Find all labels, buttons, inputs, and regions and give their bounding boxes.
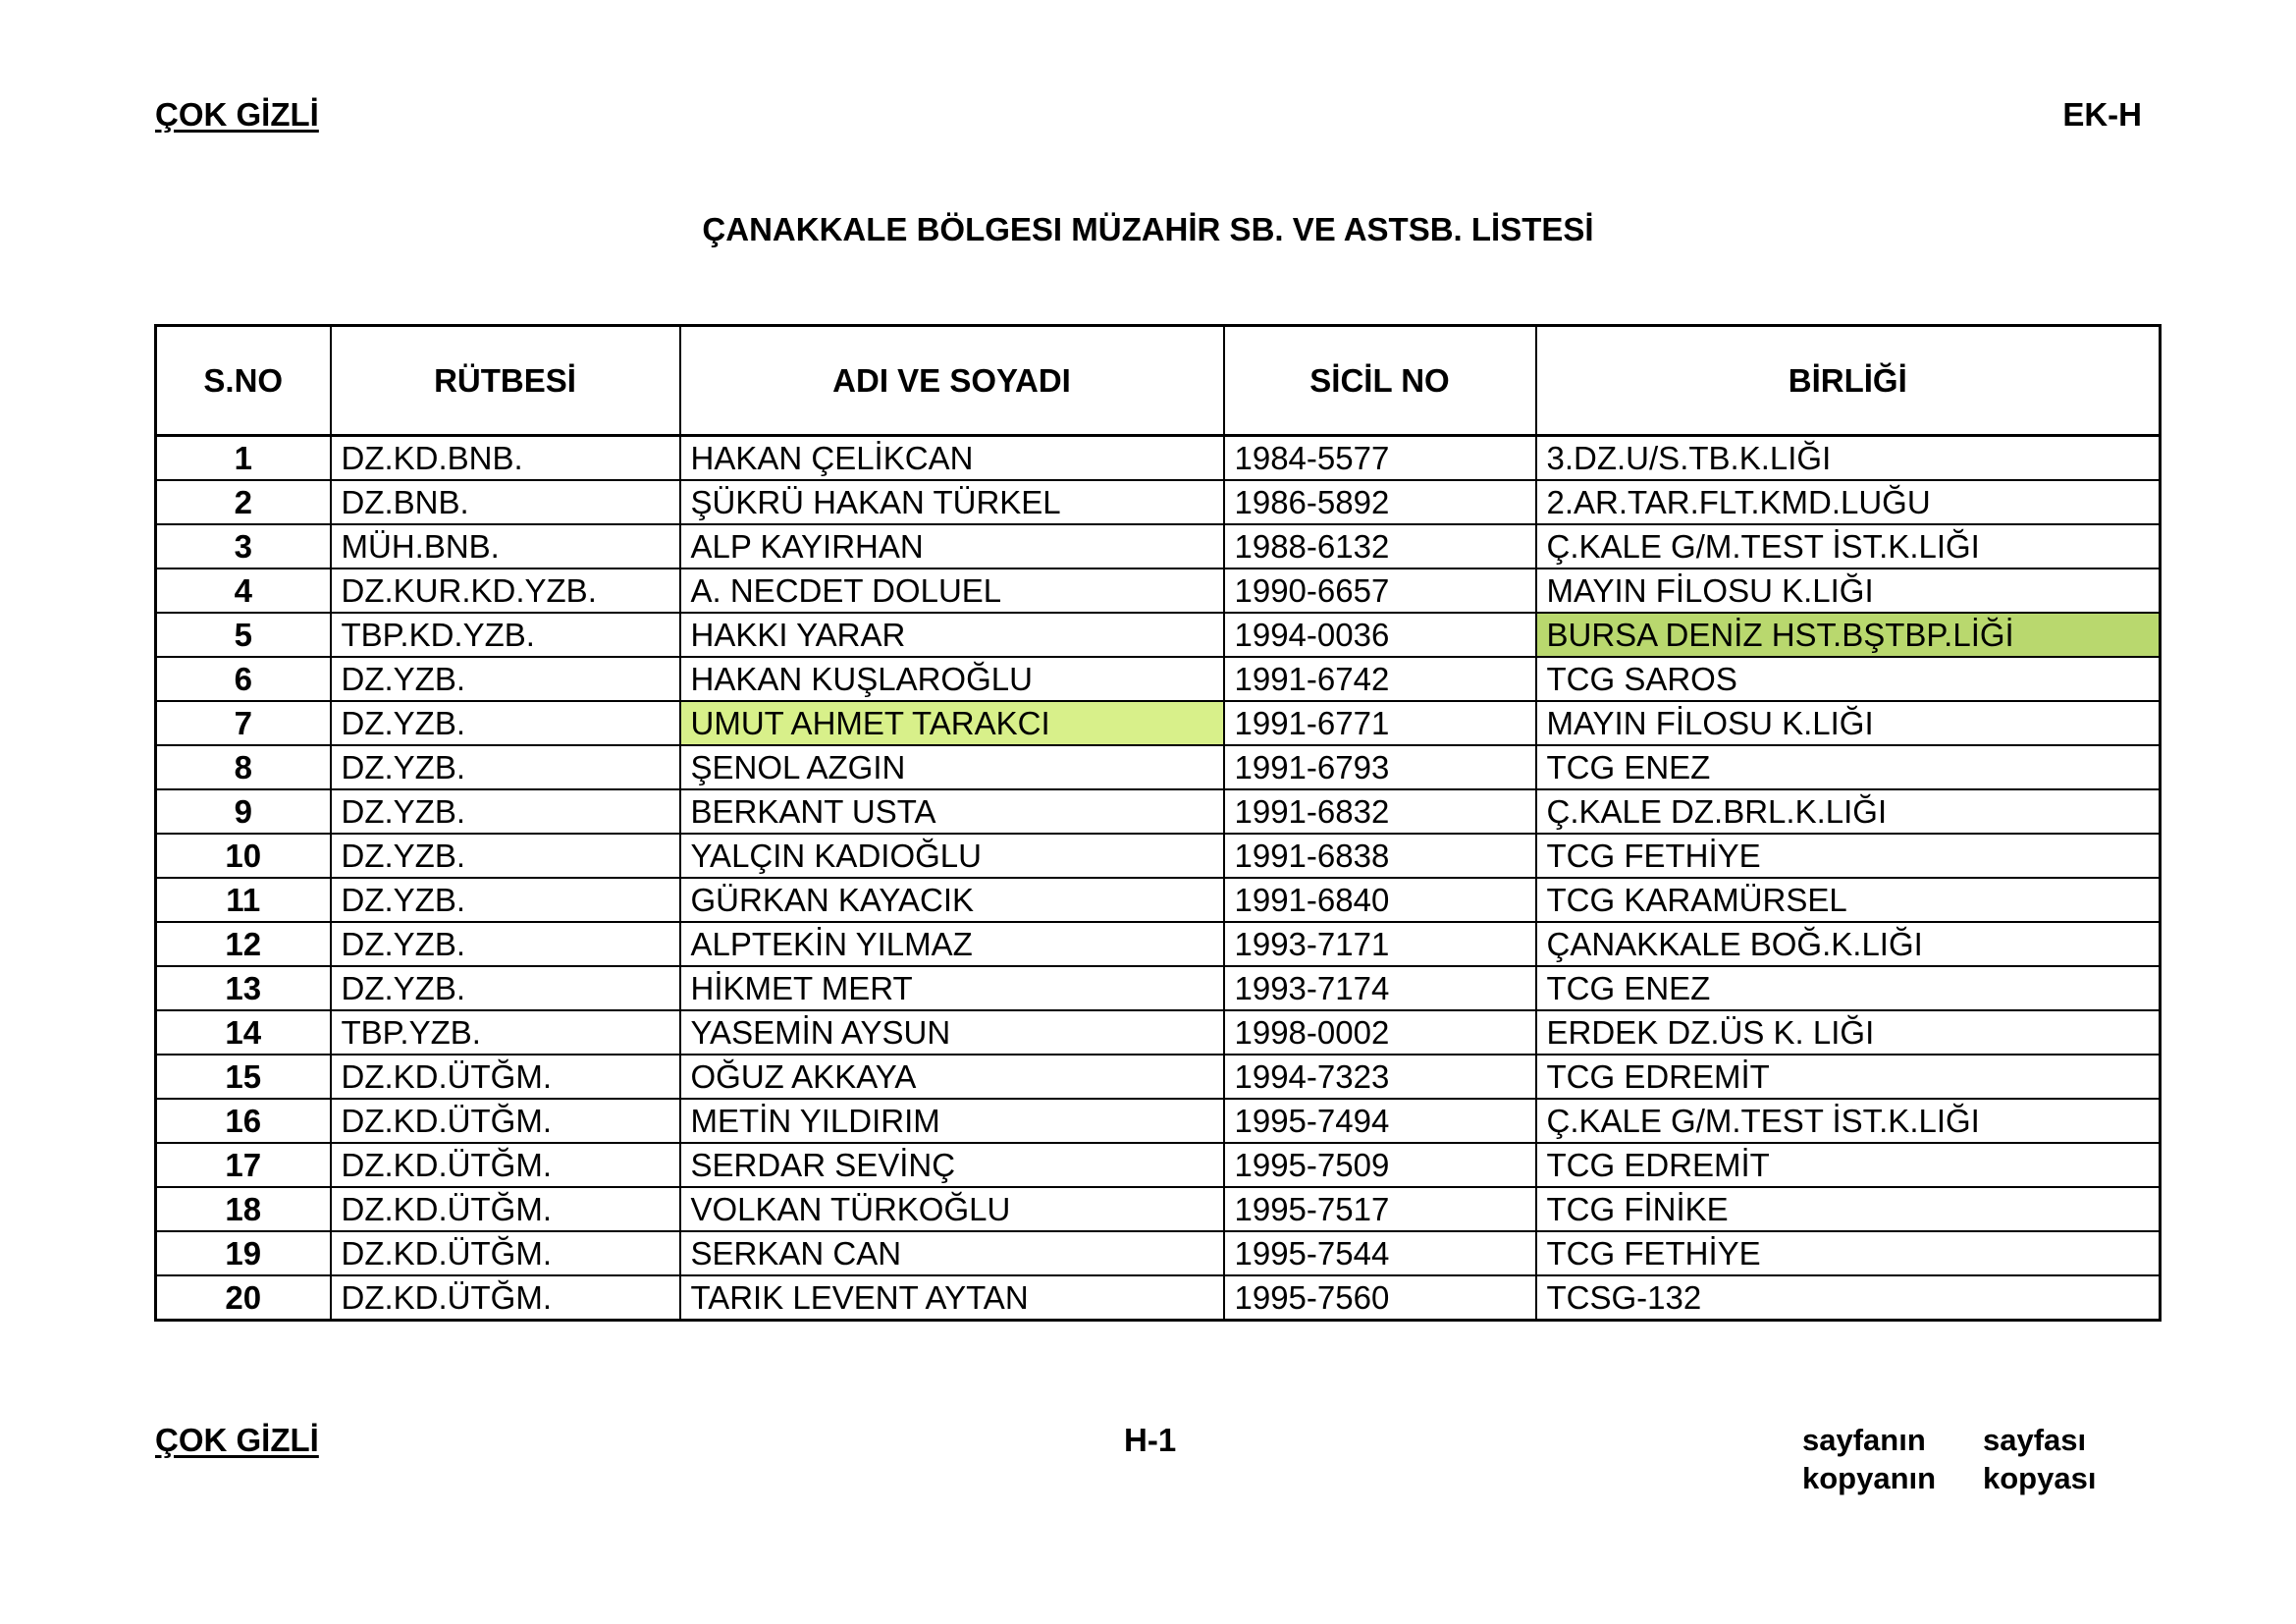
cell-sicil: 1991-6742 [1224,657,1536,701]
cell-sno: 15 [156,1055,331,1099]
table-row [156,568,2161,613]
cell-sno: 18 [156,1187,331,1231]
cell-sicil: 1984-5577 [1224,436,1536,481]
page-number: H-1 [1124,1422,1177,1458]
table-row [156,1275,2161,1321]
cell-sno: 19 [156,1231,331,1275]
cell-rank: DZ.KD.ÜTĞM. [331,1055,680,1099]
cell-name: ŞÜKRÜ HAKAN TÜRKEL [680,480,1224,524]
cell-name: TARIK LEVENT AYTAN [680,1275,1224,1321]
table-body [156,436,2161,1321]
cell-sicil: 1991-6832 [1224,789,1536,834]
table-row [156,1187,2161,1231]
cell-sicil: 1994-0036 [1224,613,1536,657]
table-row [156,1143,2161,1187]
cell-sicil: 1993-7171 [1224,922,1536,966]
cell-sno: 10 [156,834,331,878]
cell-rank: DZ.BNB. [331,480,680,524]
copy-label-page-of: sayfanın [1802,1423,1926,1457]
cell-sicil: 1991-6771 [1224,701,1536,745]
cell-rank: DZ.KD.ÜTĞM. [331,1099,680,1143]
document-title: ÇANAKKALE BÖLGESI MÜZAHİR SB. VE ASTSB. LİSTESİ [702,211,1594,247]
cell-unit: Ç.KALE G/M.TEST İST.K.LIĞI [1536,524,2161,568]
cell-sno: 6 [156,657,331,701]
cell-sno: 12 [156,922,331,966]
cell-name: BERKANT USTA [680,789,1224,834]
cell-sicil: 1991-6793 [1224,745,1536,789]
col-header-sno: S.NO [156,326,331,436]
table-row [156,524,2161,568]
cell-sicil: 1995-7517 [1224,1187,1536,1231]
cell-sno: 2 [156,480,331,524]
cell-sno: 20 [156,1275,331,1321]
cell-sno: 8 [156,745,331,789]
col-header-sicil: SİCİL NO [1224,326,1536,436]
cell-rank: DZ.KD.ÜTĞM. [331,1143,680,1187]
classification-top: ÇOK GİZLİ [155,96,319,133]
cell-unit: 2.AR.TAR.FLT.KMD.LUĞU [1536,480,2161,524]
cell-rank: MÜH.BNB. [331,524,680,568]
cell-sicil: 1991-6838 [1224,834,1536,878]
cell-sno: 14 [156,1010,331,1055]
cell-sicil: 1995-7509 [1224,1143,1536,1187]
table-row [156,789,2161,834]
personnel-table [154,324,2162,1322]
cell-unit: TCG EDREMİT [1536,1055,2161,1099]
cell-unit: TCSG-132 [1536,1275,2161,1321]
cell-sno: 11 [156,878,331,922]
cell-rank: DZ.YZB. [331,922,680,966]
table-row [156,878,2161,922]
copy-label-page: sayfası [1983,1423,2087,1457]
col-header-unit: BİRLİĞİ [1536,326,2161,436]
cell-name: HAKAN KUŞLAROĞLU [680,657,1224,701]
cell-sicil: 1995-7494 [1224,1099,1536,1143]
cell-name: METİN YILDIRIM [680,1099,1224,1143]
classification-bottom: ÇOK GİZLİ [155,1422,319,1458]
cell-name: HAKAN ÇELİKCAN [680,436,1224,481]
cell-unit: BURSA DENİZ HST.BŞTBP.LİĞİ [1536,613,2161,657]
cell-name: VOLKAN TÜRKOĞLU [680,1187,1224,1231]
cell-name: YASEMİN AYSUN [680,1010,1224,1055]
cell-unit: TCG FİNİKE [1536,1187,2161,1231]
cell-unit: TCG ENEZ [1536,745,2161,789]
cell-unit: TCG EDREMİT [1536,1143,2161,1187]
cell-sno: 13 [156,966,331,1010]
cell-rank: DZ.KD.ÜTĞM. [331,1231,680,1275]
cell-sicil: 1986-5892 [1224,480,1536,524]
cell-unit: TCG FETHİYE [1536,1231,2161,1275]
cell-name: ALPTEKİN YILMAZ [680,922,1224,966]
cell-name: HAKKI YARAR [680,613,1224,657]
cell-unit: TCG KARAMÜRSEL [1536,878,2161,922]
cell-sno: 9 [156,789,331,834]
table-row [156,1010,2161,1055]
cell-sicil: 1995-7544 [1224,1231,1536,1275]
cell-rank: DZ.KD.BNB. [331,436,680,481]
cell-sicil: 1988-6132 [1224,524,1536,568]
table-row [156,657,2161,701]
cell-name: HİKMET MERT [680,966,1224,1010]
cell-unit: Ç.KALE DZ.BRL.K.LIĞI [1536,789,2161,834]
cell-sno: 5 [156,613,331,657]
table-row [156,613,2161,657]
cell-name: UMUT AHMET TARAKCI [680,701,1224,745]
cell-name: OĞUZ AKKAYA [680,1055,1224,1099]
table-row [156,1231,2161,1275]
cell-rank: DZ.YZB. [331,701,680,745]
table-row [156,922,2161,966]
cell-unit: TCG SAROS [1536,657,2161,701]
cell-name: SERKAN CAN [680,1231,1224,1275]
cell-rank: DZ.YZB. [331,834,680,878]
table-row [156,480,2161,524]
cell-rank: DZ.YZB. [331,789,680,834]
cell-rank: DZ.YZB. [331,657,680,701]
cell-unit: ERDEK DZ.ÜS K. LIĞI [1536,1010,2161,1055]
cell-sicil: 1994-7323 [1224,1055,1536,1099]
cell-name: GÜRKAN KAYACIK [680,878,1224,922]
cell-rank: DZ.YZB. [331,878,680,922]
cell-unit: Ç.KALE G/M.TEST İST.K.LIĞI [1536,1099,2161,1143]
cell-unit: MAYIN FİLOSU K.LIĞI [1536,568,2161,613]
col-header-rank: RÜTBESİ [331,326,680,436]
annex-label: EK-H [2062,96,2142,133]
cell-sicil: 1998-0002 [1224,1010,1536,1055]
cell-name: YALÇIN KADIOĞLU [680,834,1224,878]
cell-sicil: 1991-6840 [1224,878,1536,922]
cell-rank: TBP.YZB. [331,1010,680,1055]
cell-unit: MAYIN FİLOSU K.LIĞI [1536,701,2161,745]
cell-rank: DZ.YZB. [331,745,680,789]
cell-rank: DZ.YZB. [331,966,680,1010]
cell-unit: TCG FETHİYE [1536,834,2161,878]
cell-rank: DZ.KUR.KD.YZB. [331,568,680,613]
cell-name: A. NECDET DOLUEL [680,568,1224,613]
cell-sno: 16 [156,1099,331,1143]
cell-sicil: 1995-7560 [1224,1275,1536,1321]
cell-sno: 7 [156,701,331,745]
cell-sno: 3 [156,524,331,568]
cell-sno: 4 [156,568,331,613]
table-row [156,1099,2161,1143]
table-row [156,701,2161,745]
table-header-row [156,326,2161,436]
cell-name: ŞENOL AZGIN [680,745,1224,789]
table-row [156,745,2161,789]
table-row [156,834,2161,878]
col-header-name: ADI VE SOYADI [680,326,1224,436]
cell-rank: DZ.KD.ÜTĞM. [331,1275,680,1321]
table-row [156,966,2161,1010]
copy-label-copy: kopyası [1983,1461,2097,1495]
copy-label-copy-of: kopyanın [1802,1461,1937,1495]
cell-sno: 17 [156,1143,331,1187]
cell-sicil: 1993-7174 [1224,966,1536,1010]
cell-unit: ÇANAKKALE BOĞ.K.LIĞI [1536,922,2161,966]
cell-sno: 1 [156,436,331,481]
table-row [156,1055,2161,1099]
cell-unit: TCG ENEZ [1536,966,2161,1010]
cell-name: SERDAR SEVİNÇ [680,1143,1224,1187]
cell-rank: DZ.KD.ÜTĞM. [331,1187,680,1231]
cell-name: ALP KAYIRHAN [680,524,1224,568]
cell-sicil: 1990-6657 [1224,568,1536,613]
cell-unit: 3.DZ.U/S.TB.K.LIĞI [1536,436,2161,481]
table-row [156,436,2161,481]
cell-rank: TBP.KD.YZB. [331,613,680,657]
